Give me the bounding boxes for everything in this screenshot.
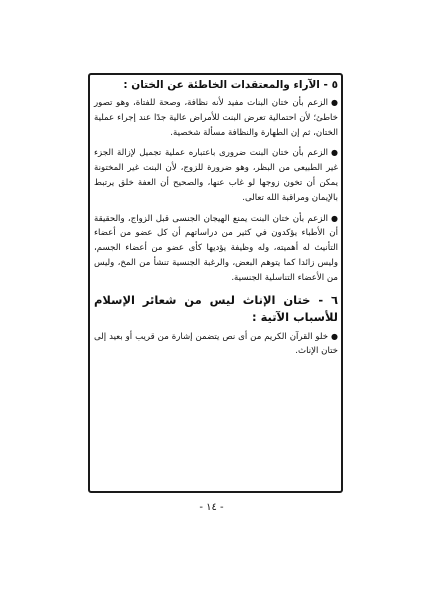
section-five-heading: ٥ - الآراء والمعتقدات الخاطئة عن الختان :	[123, 79, 338, 91]
section-five-item-2	[94, 146, 338, 205]
item-text: الزعم بأن ختان البنت ضرورى باعتباره عملية تجميل لإزالة الجزء غير الطبيعى من البظر، وهو ضرورة للزوج، لأن البنت غير المختونة يمكن أن تخون زوجها لو غاب عنها، والصحيح أن العفة خلق يرتبط بالإيمان ومراقبة الله تعالى.	[94, 148, 338, 203]
section-five-item-1	[94, 96, 338, 140]
bullet-icon: ●	[331, 213, 338, 223]
page-number: - ١٤ -	[199, 502, 224, 513]
bullet-icon: ●	[331, 331, 338, 341]
item-text: الزعم بأن ختان البنت يمنع الهيجان الجنسى قبل الزواج، والحقيقة أن الأطباء يؤكدون في كثير من دراساتهم أن كل عضو من أعضاء التأنيث له أهميته، وله وظيفة يؤديها كأى عضو من أعضاء الجسم، وليس زائدا كما يتوهم البعض، والرغبة الجنسية تنشأ من المخ، وليس من الأعضاء التناسلية الجنسية.	[94, 213, 338, 283]
section-six-item-1	[94, 330, 338, 360]
section-five-item-3	[94, 212, 338, 286]
item-text: خلو القرآن الكريم من أى نص يتضمن إشارة من قريب أو بعيد إلى ختان الإناث.	[94, 331, 338, 357]
section-six-heading: ٦ - ختان الإناث ليس من شعائر الإسلام للأسباب الآتية :	[94, 292, 338, 324]
page-content	[94, 77, 338, 365]
bullet-icon: ●	[331, 98, 338, 107]
bullet-icon: ●	[331, 148, 338, 158]
item-text: الزعم بأن ختان البنات مفيد لأنه نظافة، وصحة للفتاة، وهو تصور خاطئ؛ لأن احتمالية تعرض البنت للأمراض عالية جدًا عند إجراء عملية الختان، ثم إن الطهارة والنظافة مسألة شخصية.	[94, 98, 338, 138]
